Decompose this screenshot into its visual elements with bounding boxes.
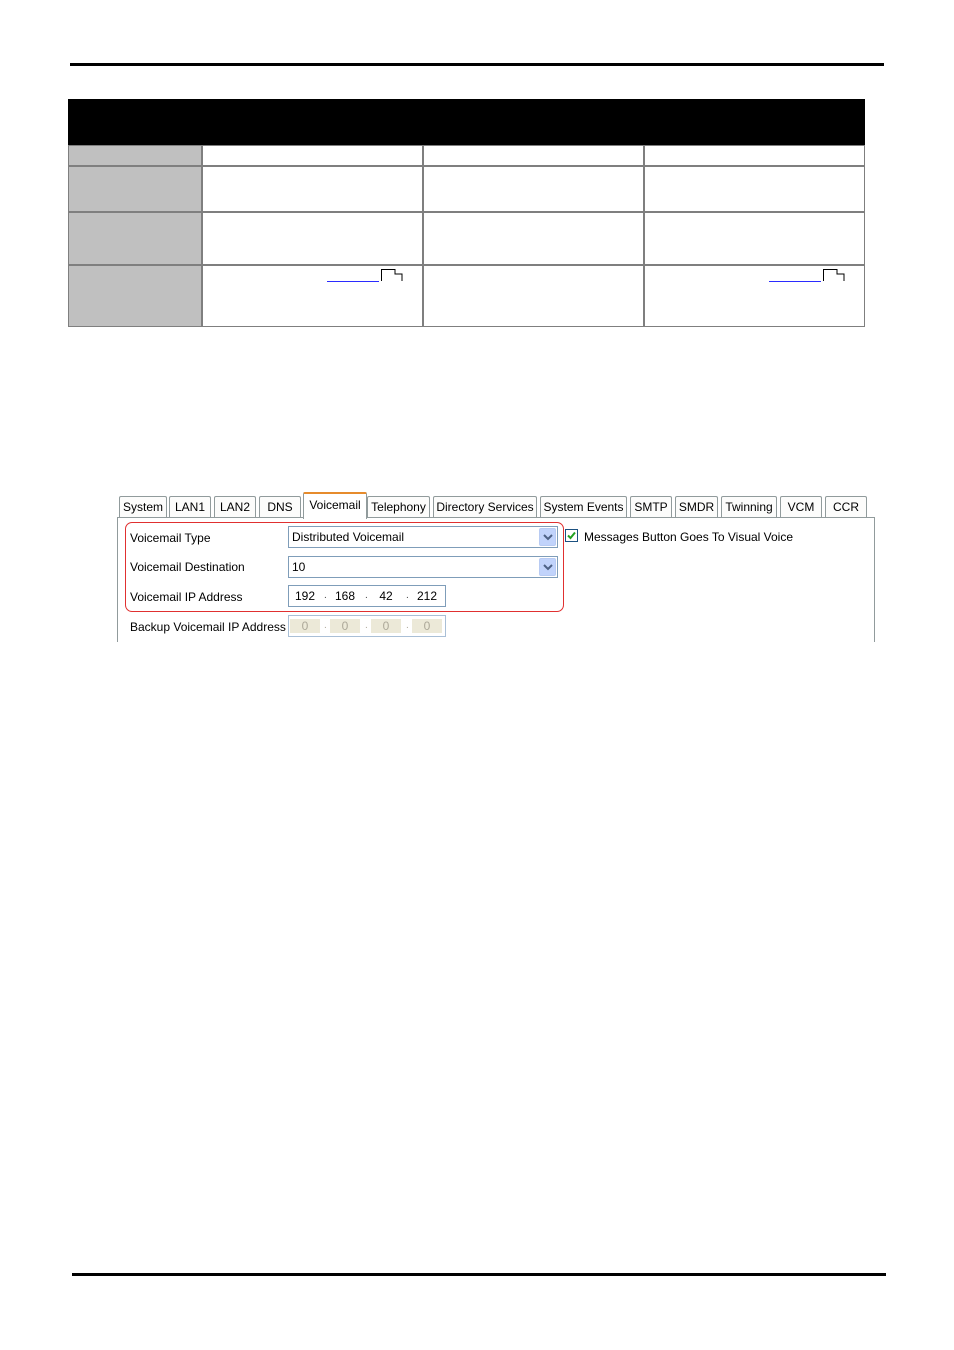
table-cell — [423, 265, 644, 327]
tab-vcm[interactable]: VCM — [780, 496, 822, 518]
messages-button-checkbox[interactable] — [565, 529, 578, 542]
ip-octet: 0 — [330, 619, 360, 633]
voicemail-ip-input[interactable] — [288, 585, 446, 607]
ip-octet: 0 — [371, 619, 401, 633]
table-row-label — [68, 166, 202, 212]
table-cell — [644, 145, 865, 166]
ip-octet[interactable]: 212 — [416, 589, 438, 603]
info-table — [68, 99, 865, 327]
page-reference-icon — [381, 269, 403, 281]
header-rule — [70, 63, 884, 66]
table-cell — [202, 265, 423, 327]
tab-voicemail[interactable]: Voicemail — [303, 492, 367, 519]
table-cell — [644, 166, 865, 212]
voicemail-destination-value: 10 — [292, 560, 306, 574]
ip-separator: . — [324, 590, 327, 601]
voicemail-ip-label: Voicemail IP Address — [130, 590, 243, 604]
tab-lan2[interactable]: LAN2 — [214, 496, 256, 518]
tab-system-events[interactable]: System Events — [540, 496, 627, 518]
ip-octet[interactable]: 192 — [294, 589, 316, 603]
tab-system[interactable]: System — [119, 496, 167, 518]
voicemail-panel — [117, 517, 875, 642]
page-reference-icon — [823, 269, 845, 281]
tab-directory-services[interactable]: Directory Services — [433, 496, 537, 518]
page-link[interactable] — [327, 281, 379, 282]
page-link[interactable] — [769, 281, 821, 282]
tab-strip — [117, 492, 875, 518]
table-row-label — [68, 145, 202, 166]
tab-ccr[interactable]: CCR — [825, 496, 867, 518]
chevron-down-icon[interactable] — [539, 528, 556, 546]
ip-separator: . — [324, 620, 327, 631]
ip-octet: 0 — [290, 619, 320, 633]
footer-rule — [72, 1273, 886, 1276]
ip-octet[interactable]: 42 — [379, 589, 393, 603]
table-cell — [423, 166, 644, 212]
table-cell — [644, 212, 865, 265]
backup-ip-label: Backup Voicemail IP Address — [130, 620, 286, 634]
checkmark-icon — [566, 530, 577, 541]
tab-twinning[interactable]: Twinning — [721, 496, 777, 518]
voicemail-type-select[interactable] — [288, 526, 558, 548]
voicemail-destination-select[interactable] — [288, 556, 558, 578]
voicemail-type-value: Distributed Voicemail — [292, 530, 405, 544]
tab-telephony[interactable]: Telephony — [367, 496, 430, 518]
messages-button-label[interactable]: Messages Button Goes To Visual Voice — [584, 530, 794, 544]
table-cell — [202, 212, 423, 265]
table-cell — [202, 166, 423, 212]
backup-ip-input — [288, 615, 446, 637]
table-cell — [423, 212, 644, 265]
tab-smdr[interactable]: SMDR — [675, 496, 718, 518]
tab-lan1[interactable]: LAN1 — [169, 496, 211, 518]
ip-separator: . — [365, 620, 368, 631]
voicemail-type-label: Voicemail Type — [130, 531, 211, 545]
tab-dns[interactable]: DNS — [259, 496, 301, 518]
table-header-row — [68, 99, 865, 145]
ip-separator: . — [406, 620, 409, 631]
table-row-label — [68, 212, 202, 265]
ip-octet[interactable]: 168 — [334, 589, 356, 603]
table-cell — [644, 265, 865, 327]
ip-separator: . — [365, 590, 368, 601]
voicemail-destination-label: Voicemail Destination — [130, 560, 245, 574]
chevron-down-icon[interactable] — [539, 558, 556, 576]
table-cell — [202, 145, 423, 166]
table-row-label — [68, 265, 202, 327]
voicemail-settings-screenshot — [117, 492, 875, 642]
ip-octet: 0 — [412, 619, 442, 633]
tab-smtp[interactable]: SMTP — [630, 496, 672, 518]
table-cell — [423, 145, 644, 166]
ip-separator: . — [406, 590, 409, 601]
